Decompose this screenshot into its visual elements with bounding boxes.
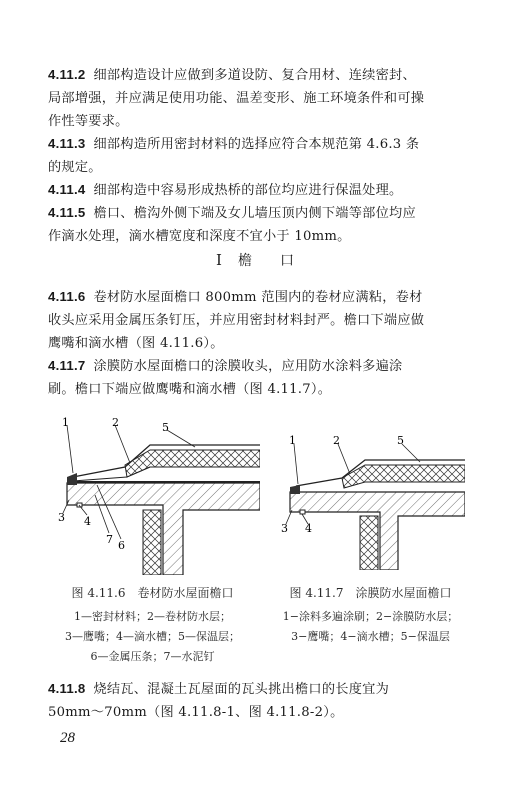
clause-number: 4.11.8: [48, 681, 86, 696]
figure-title: 图 4.11.7 涂膜防水屋面檐口: [289, 586, 452, 600]
membrane-line: [73, 467, 260, 481]
clause-text: 收头应采用金属压条钉压，并应用密封材料封严。檐口下端应做: [48, 313, 425, 328]
figure-4-11-6-caption: [45, 584, 260, 667]
figure-4-11-7-drawing: [280, 430, 465, 570]
clause-text: 细部构造中容易形成热桥的部位均应进行保温处理。: [93, 183, 403, 198]
clause-4-11-4: [48, 178, 468, 202]
figure-4-11-6-drawing: [55, 415, 260, 575]
clause-4-11-2: [48, 63, 468, 133]
clause-text: 鹰嘴和滴水槽（图 4.11.6）。: [48, 336, 224, 351]
callout-label: 1: [62, 416, 69, 429]
callout-label: 1: [289, 434, 296, 447]
callout-label: 3: [281, 522, 288, 535]
callout-label: 6: [118, 539, 125, 552]
section-char-1: 檐: [237, 253, 254, 269]
figure-legend-line: 6—金属压条；7—水泥钉: [90, 650, 215, 663]
insulation-layer: [125, 450, 260, 477]
callout-label: 4: [84, 515, 91, 528]
clause-text: 的规定。: [48, 160, 102, 175]
callout-label: 3: [58, 511, 65, 524]
section-roman: I: [216, 251, 224, 269]
drip-groove: [300, 510, 305, 514]
clause-text: 作滴水处理，滴水槽宽度和深度不宜小于 10mm。: [48, 229, 351, 244]
section-char-2: 口: [279, 253, 296, 269]
section-heading: [0, 250, 512, 270]
wall-column: [143, 510, 161, 575]
figure-legend-line: 1—密封材料；2—卷材防水层；: [74, 610, 231, 623]
callout-label: 2: [333, 434, 340, 447]
clause-text: 卷材防水屋面檐口 800mm 范围内的卷材应满粘，卷材: [93, 290, 423, 305]
clause-4-11-8: [48, 677, 468, 724]
insulation-layer: [342, 465, 465, 488]
clause-number: 4.11.5: [48, 205, 86, 220]
clause-text: 烧结瓦、混凝土瓦屋面的瓦头挑出檐口的长度宜为: [93, 682, 390, 697]
clause-4-11-7: [48, 354, 468, 401]
clause-4-11-6: [48, 285, 468, 355]
callout-label: 4: [305, 522, 312, 535]
page-number: 28: [60, 730, 75, 746]
clause-text: 50mm～70mm（图 4.11.8-1、图 4.11.8-2）。: [48, 705, 344, 720]
callout-label: 2: [112, 416, 119, 429]
figure-title: 图 4.11.6 卷材防水屋面檐口: [71, 586, 234, 600]
callout-label: 5: [162, 421, 169, 434]
clause-number: 4.11.2: [48, 67, 86, 82]
sealant-mark: [67, 473, 77, 485]
clause-text: 局部增强，并应满足使用功能、温差变形、施工环境条件和可操: [48, 91, 425, 106]
clause-number: 4.11.7: [48, 358, 86, 373]
clause-text: 细部构造所用密封材料的选择应符合本规范第 4.6.3 条: [93, 137, 420, 152]
figure-legend-line: 1−涂料多遍涂刷；2−涂膜防水层；: [282, 610, 459, 623]
clause-number: 4.11.3: [48, 136, 86, 151]
clause-text: 涂膜防水屋面檐口的涂膜收头，应用防水涂料多遍涂: [93, 359, 403, 374]
slab-top-line: [67, 481, 260, 483]
clause-text: 檐口、檐沟外侧下端及女儿墙压顶内侧下端等部位均应: [93, 206, 416, 221]
callout-label: 5: [397, 434, 404, 447]
figure-legend-line: 3—鹰嘴；4—滴水槽；5—保温层；: [65, 630, 240, 643]
wall-column: [360, 516, 378, 570]
clause-4-11-3: [48, 132, 468, 179]
clause-number: 4.11.6: [48, 289, 86, 304]
clause-text: 细部构造设计应做到多道设防、复合用材、连续密封、: [93, 68, 416, 83]
clause-text: 刷。檐口下端应做鹰嘴和滴水槽（图 4.11.7）。: [48, 382, 332, 397]
clause-4-11-5: [48, 201, 468, 248]
clause-number: 4.11.4: [48, 182, 86, 197]
figure-4-11-7-caption: [268, 584, 473, 647]
coating-mark: [290, 485, 300, 494]
figure-legend-line: 3−鹰嘴；4−滴水槽；5−保温层: [291, 630, 450, 643]
clause-text: 作性等要求。: [48, 114, 129, 129]
callout-label: 7: [106, 533, 113, 546]
